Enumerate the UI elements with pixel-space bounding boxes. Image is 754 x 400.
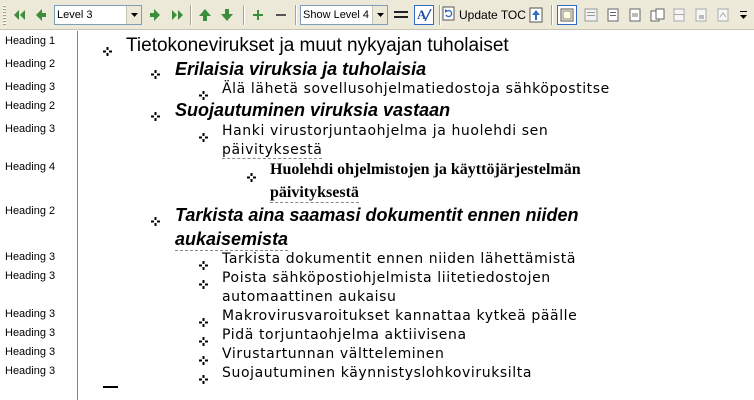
demote-to-body-text-button[interactable] [167,6,185,24]
expand-button[interactable] [249,6,267,24]
right-arrow-icon [148,8,162,22]
outline-heading-2[interactable]: Suojautuminen viruksia vastaan [175,100,451,120]
up-arrow-icon [198,8,212,22]
chevron-down-icon [740,10,747,20]
lock-document-button[interactable] [692,6,710,24]
style-label[interactable]: Heading 1 [5,35,56,47]
lines-icon [394,9,408,21]
down-arrow-icon [220,8,234,22]
master-document-icon [560,8,574,22]
outline-heading-2[interactable]: Erilaisia viruksia ja tuholaisia [175,59,427,79]
promote-to-heading-1-button[interactable] [12,6,30,24]
outline-heading-3[interactable]: Poista sähköpostiohjelmista liitetiedostojen [222,270,551,286]
open-subdocument-button[interactable] [714,6,732,24]
expand-plus-icon[interactable] [199,331,208,340]
subdocument-icon [584,8,598,22]
move-up-button[interactable] [196,6,214,24]
expand-plus-icon[interactable] [151,64,160,73]
expand-plus-icon[interactable] [199,312,208,321]
merge-subdocument-icon [650,8,665,22]
expand-plus-icon[interactable] [199,127,208,136]
expand-plus-icon[interactable] [199,350,208,359]
style-label[interactable]: Heading 3 [5,123,56,135]
outline-heading-3[interactable]: Hanki virustorjuntaohjelma ja huolehdi sen [222,123,549,139]
outline-heading-2-continuation[interactable]: aukaisemista [175,229,289,249]
toolbar-grip[interactable] [3,5,6,25]
outlining-toolbar [0,0,754,30]
outline-heading-4-continuation[interactable]: päivityksestä [270,184,359,201]
expand-plus-icon[interactable] [247,167,256,176]
style-label[interactable]: Heading 3 [5,365,56,377]
style-label[interactable]: Heading 3 [5,346,56,358]
outline-heading-4[interactable]: Huolehdi ohjelmistojen ja käyttöjärjestelmän [270,161,581,178]
style-label[interactable]: Heading 3 [5,270,56,282]
refresh-document-icon [442,6,455,24]
outline-heading-2[interactable]: Tarkista aina saamasi dokumentit ennen niiden [175,205,579,225]
go-to-toc-button[interactable] [527,6,545,24]
toc-arrow-icon [529,7,543,23]
style-label[interactable]: Heading 2 [5,205,56,217]
show-level-value: Show Level 4 [303,9,370,21]
outline-heading-1[interactable]: Tietokonevirukset ja muut nykyajan tuholaiset [126,35,509,56]
expand-plus-icon[interactable] [199,255,208,264]
demote-button[interactable] [146,6,164,24]
insert-subdocument-icon [628,8,642,22]
open-subdocument-icon [716,8,730,22]
update-toc-button[interactable] [442,5,526,25]
create-subdocument-icon [606,8,620,22]
double-right-arrow-icon [168,8,184,22]
promote-button[interactable] [32,6,50,24]
double-left-arrow-icon [13,8,29,22]
outline-level-value: Level 3 [57,9,93,21]
show-formatting-button[interactable] [414,5,434,25]
expand-plus-icon[interactable] [151,211,160,220]
expand-plus-icon[interactable] [103,41,112,50]
style-label[interactable]: Heading 3 [5,81,56,93]
style-label[interactable]: Heading 3 [5,251,56,263]
toolbar-separator [190,5,192,25]
move-down-button[interactable] [218,6,236,24]
lock-document-icon [694,8,708,22]
outline-level-select[interactable] [54,5,142,25]
minus-icon [275,9,287,21]
show-level-select[interactable] [300,5,388,25]
toolbar-options-button[interactable] [736,6,750,24]
master-document-view-button[interactable] [557,5,577,25]
create-subdocument-button[interactable] [604,6,622,24]
collapse-button[interactable] [272,6,290,24]
expand-plus-icon[interactable] [199,369,208,378]
outline-heading-3[interactable]: Tarkista dokumentit ennen niiden lähettämistä [222,251,576,267]
style-label[interactable]: Heading 2 [5,100,56,112]
merge-subdocument-button[interactable] [648,6,666,24]
collapse-subdocuments-button[interactable] [582,6,600,24]
chevron-down-icon[interactable] [372,6,387,24]
style-label[interactable]: Heading 3 [5,308,56,320]
style-label[interactable]: Heading 2 [5,58,56,70]
expand-plus-icon[interactable] [151,106,160,115]
update-toc-label: Update TOC [459,8,526,22]
split-subdocument-button[interactable] [670,6,688,24]
toolbar-separator [295,5,297,25]
outline-heading-3[interactable]: Pidä torjuntaohjelma aktiivisena [222,327,467,343]
plus-icon [252,9,264,21]
insert-subdocument-button[interactable] [626,6,644,24]
toolbar-separator [439,5,441,25]
style-area-pane [0,31,78,400]
toolbar-separator [243,5,245,25]
outline-heading-3[interactable]: Virustartunnan välttelеminen [222,346,445,362]
split-subdocument-icon [672,8,686,22]
expand-plus-icon[interactable] [199,85,208,94]
outline-heading-3[interactable]: Suojautuminen käynnistyslohkoviruksilta [222,365,533,381]
formatting-icon [416,8,432,22]
chevron-down-icon[interactable] [126,6,141,24]
end-of-document-mark [103,386,118,388]
outline-heading-3-continuation[interactable]: päivityksestä [222,142,323,158]
style-label[interactable]: Heading 3 [5,327,56,339]
toolbar-separator [551,5,553,25]
style-label[interactable]: Heading 4 [5,161,56,173]
outline-heading-3-continuation[interactable]: automaattinen aukaisu [222,289,397,305]
expand-plus-icon[interactable] [199,274,208,283]
outline-heading-3[interactable]: Makrovirusvaroitukset kannattaa kytkeä päälle [222,308,578,324]
left-arrow-icon [34,8,48,22]
svg-text:A: A [417,8,427,22]
show-first-line-only-button[interactable] [392,6,410,24]
outline-heading-3[interactable]: Älä lähetä sovellusohjelmatiedostoja sähköpostitse [222,81,610,97]
